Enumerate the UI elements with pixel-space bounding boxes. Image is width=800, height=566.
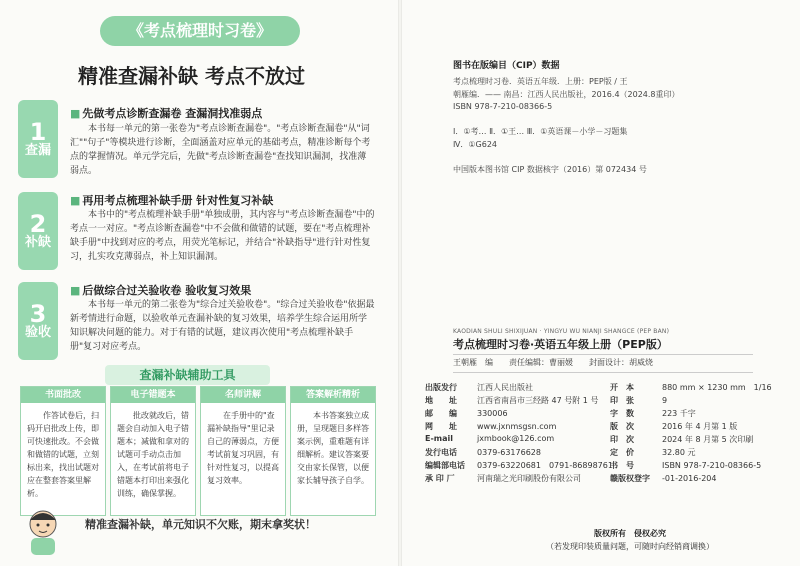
info-row: 印 次 2024 年 8 月第 5 次印刷 [610, 435, 754, 444]
card-title: 答案解析精析 [291, 387, 375, 403]
step-body-2: 本书中的"考点梳理补缺手册"单独成册，其内容与"考点诊断查漏卷"中的考点一一对应。"考点诊断查漏卷"中不会做和做错的试题，要在"考点梳理补缺手册"中找到对应的考点，用荧光笔标记，并结合"补缺指导"进行针对性复习，扎实攻克薄弱点，补上知识漏洞。 [70, 210, 375, 262]
cip-line: 考点梳理时习卷．英语五年级．上册：PEP版 / 王 [453, 77, 628, 86]
step-tab-3 [18, 282, 58, 360]
info-row: 书 号 ISBN 978-7-210-08366-5 [610, 461, 762, 470]
step-title-2: ■ 再用考点梳理补缺手册 针对性复习补缺 [70, 194, 274, 207]
right-page [405, 0, 800, 566]
step-body-1: 本书每一单元的第一张卷为"考点诊断查漏卷"。"考点诊断查漏卷"从"词汇""句子"等模块进行诊断，全面涵盖对应单元的基础考点，精准诊断每个考点的掌握情况。单元学完后，先做"考点诊断查漏卷"查找知识漏洞，找准薄弱点。 [70, 124, 371, 176]
cip-line: Ⅰ．①考… Ⅱ．①王… Ⅲ．①英语课－小学－习题集 [453, 127, 628, 136]
tools-header: 查漏补缺辅助工具 [105, 365, 270, 385]
step-word: 补缺 [24, 235, 51, 250]
divider [453, 372, 753, 373]
cip-line: 朝雁编．—— 南昌：江西人民出版社，2016.4（2024.8重印） [453, 90, 680, 99]
bullet-icon: ■ [70, 194, 81, 207]
info-row: 地 址 江西省南昌市三经路 47 号附 1 号 [425, 396, 599, 405]
info-row: 开 本 880 mm × 1230 mm 1/16 [610, 383, 772, 392]
cip-line: 中国版本图书馆 CIP 数据核字（2016）第 072434 号 [453, 165, 647, 174]
step-title-1: ■ 先做考点诊断查漏卷 查漏洞找准弱点 [70, 107, 263, 120]
step-title-3: ■ 后做综合过关验收卷 验收复习效果 [70, 284, 252, 297]
card-title: 书面批改 [21, 387, 105, 403]
info-row: 赣版权登字 -01-2016-204 [610, 474, 717, 483]
cip-line: ISBN 978-7-210-08366-5 [453, 102, 553, 111]
banner-title: 《考点梳理时习卷》 [100, 16, 300, 46]
quality-notice: （若发现印装质量问题，可随时向经销商调换） [546, 542, 714, 551]
bullet-icon: ■ [70, 284, 81, 297]
info-row: 印 张 9 [610, 396, 668, 405]
step-number: 2 [29, 210, 47, 238]
tool-card-grading [20, 386, 106, 516]
info-row: 版 次 2016 年 4 月第 1 版 [610, 422, 738, 431]
page-headline: 精准查漏补缺 考点不放过 [78, 64, 305, 88]
info-row: 字 数 223 千字 [610, 409, 696, 418]
step-tab-1 [18, 100, 58, 178]
book-gutter [398, 0, 402, 566]
copyright-notice: 版权所有 侵权必究 [594, 529, 666, 538]
info-row: 编辑部电话 0379-63220681 0791-86898761 [425, 461, 613, 470]
tool-card-answers [290, 386, 376, 516]
card-body: 作答试卷后，扫码开启批改上传，即可快速批改。不会做和做错的试题，立刻标出来，找出试题对应在整套答案里解析。 [27, 411, 99, 498]
info-row: E-mail jxmbook@126.com [425, 434, 555, 443]
step-number: 1 [29, 118, 47, 146]
step-word: 查漏 [24, 143, 51, 158]
step-body-3: 本书每一单元的第二张卷为"综合过关验收卷"。"综合过关验收卷"依据最新考情进行命题，以验收单元查漏补缺的复习效果，培养学生综合运用所学知识解决问题的能力。对于有错的试题，建议再次使用"考点梳理补缺手册"复习对应考点。 [70, 300, 375, 352]
info-row: 承 印 厂 河南瑞之光印刷股份有限公司 [425, 474, 581, 483]
tool-card-teacher [200, 386, 286, 516]
tool-card-error-book [110, 386, 196, 516]
step-tab-2 [18, 192, 58, 270]
card-body: 批改就改后，错题会自动加入电子错题本；减做和拿对的试题可手动点击加入，在考试前将电子错题本打印出来强化训练，确保掌握。 [117, 411, 189, 498]
cip-line: Ⅳ．①G624 [453, 140, 498, 149]
left-page [0, 0, 395, 566]
editors-line: 王朝雁 编 责任编辑：曹丽媛 封面设计：胡威烧 [453, 358, 653, 367]
card-body: 本书答案独立成册，呈现题目多样答案示例，重难题有详细解析。建议答案要交由家长保管，以便家长辅导孩子自学。 [297, 411, 369, 485]
series-title: 考点梳理时习卷·英语五年级上册（PEP版） [453, 338, 668, 351]
bottom-slogan: 精准查漏补缺，单元知识不欠账，期末拿奖状！ [85, 518, 316, 531]
card-title: 电子错题本 [111, 387, 195, 403]
info-row: 发行电话 0379-63176628 [425, 448, 541, 457]
info-row: 定 价 32.80 元 [610, 448, 696, 457]
info-row: 邮 编 330006 [425, 409, 508, 418]
card-body: 在手册中的"查漏补缺指导"里记录自己的薄弱点，方便考试前复习巩固，有针对性复习，以提高复习效率。 [207, 411, 279, 485]
cip-title: 图书在版编目（CIP）数据 [453, 61, 560, 71]
step-number: 3 [29, 300, 47, 328]
bullet-icon: ■ [70, 107, 81, 120]
divider [453, 354, 753, 355]
step-word: 验收 [24, 325, 51, 340]
series-title-pinyin: KAODIAN SHULI SHIXIJUAN · YINGYU WU NIANJI SHANGCE (PEP BAN) [453, 328, 670, 335]
student-mascot-icon [20, 506, 66, 556]
info-row: 网 址 www.jxnmsgsn.com [425, 422, 557, 431]
card-title: 名师讲解 [201, 387, 285, 403]
info-row: 出版发行 江西人民出版社 [425, 383, 533, 392]
